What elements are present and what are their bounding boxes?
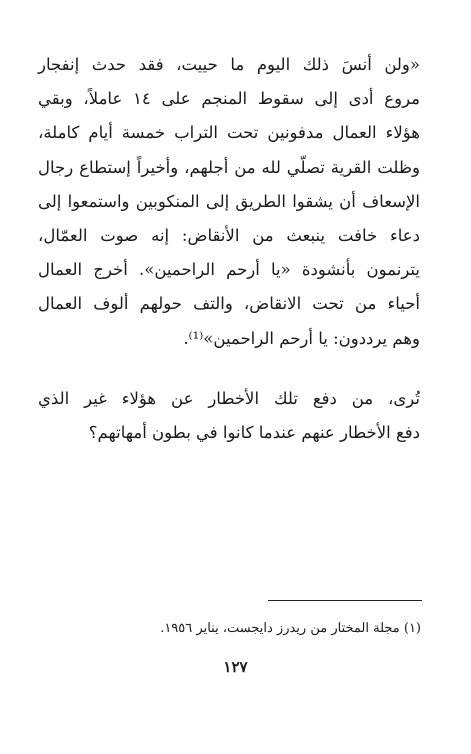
text-line: دعاء خافت ينبعث من الأنقاض: إنه صوت العمّال، — [38, 226, 420, 246]
text-line: وهم يرددون: يا أرحم الراحمين»⁽¹⁾. — [183, 328, 420, 348]
footnote-divider — [268, 600, 422, 601]
text-line: الإسعاف أن يشقوا الطريق إلى المنكوبين واستمعوا إلى — [38, 191, 420, 211]
text-line: يترنمون بأنشودة «يا أرحم الراحمين». أخرج العمال — [38, 260, 420, 280]
text-line: مروع أدى إلى سقوط المنجم على ١٤ عاملاً، وبقي — [38, 89, 421, 109]
text-line: تُرى، من دفع تلك الأخطار عن هؤلاء غير الذي — [38, 389, 420, 408]
footnote: (١) مجلة المختار من ريدرز دايجست، يناير ١٩٥٦. — [160, 621, 421, 636]
text-line: أحياء من تحت الانقاض، والتف حولهم ألوف العمال — [38, 294, 420, 314]
text-line: «ولن أنسَ ذلك اليوم ما حييت، فقد حدث إنفجار — [38, 55, 420, 74]
text-line: وظلت القرية تصلّي لله من أجلهم، وأخيراً إستطاع رجال — [38, 157, 420, 177]
page-number: ١٢٧ — [223, 658, 248, 676]
paragraph-quote — [38, 48, 420, 356]
text-line: دفع الأخطار عنهم عندما كانوا في بطون أمهاتهم؟ — [88, 423, 420, 443]
text-line: هؤلاء العمال مدفونين تحت التراب خمسة أيام كاملة، — [38, 123, 420, 143]
paragraph-question — [38, 382, 420, 450]
